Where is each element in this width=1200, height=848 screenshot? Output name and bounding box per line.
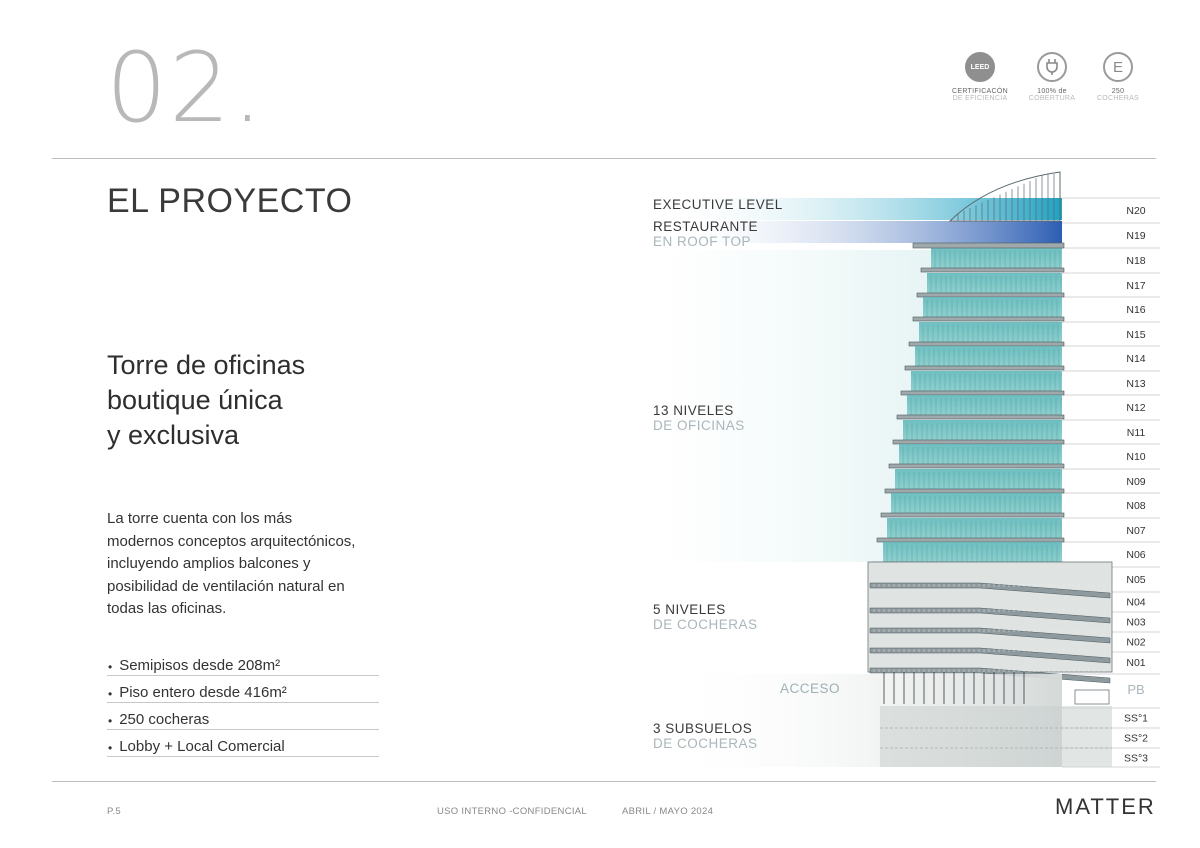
badge-line1: 100% de: [1037, 88, 1067, 95]
section-number: 02.: [106, 32, 265, 144]
bullet-icon: •: [108, 660, 113, 674]
description-line: todas las oficinas.: [107, 600, 227, 617]
label-restaurant-sub: EN ROOF TOP: [653, 234, 752, 249]
level-label: N15: [1126, 329, 1146, 341]
level-label: N10: [1126, 451, 1146, 463]
badge-line1: CERTIFICACÓN: [952, 88, 1008, 95]
level-label: SS°1: [1123, 712, 1149, 725]
level-label: N11: [1126, 427, 1146, 439]
headline-line: boutique única: [107, 385, 283, 415]
description-line: modernos conceptos arquitectónicos,: [107, 532, 356, 550]
feature-text: Lobby + Local Comercial: [119, 738, 285, 755]
level-label: SS°3: [1123, 752, 1149, 765]
headline-line: y exclusiva: [107, 420, 240, 450]
level-label: N03: [1126, 616, 1146, 629]
floor-slab: [889, 464, 1064, 468]
confidential-note: USO INTERNO -CONFIDENCIAL: [437, 806, 588, 817]
level-label: N06: [1126, 549, 1146, 561]
label-parking-sub: DE COCHERAS: [653, 617, 758, 632]
badge-line2: COCHERAS: [1096, 95, 1140, 102]
level-label: SS°2: [1123, 732, 1149, 745]
level-label: N19: [1126, 230, 1146, 242]
label-restaurant: RESTAURANTE: [653, 219, 759, 234]
bullet-icon: •: [108, 714, 113, 728]
feature-text: 250 cocheras: [119, 711, 210, 728]
page-number: P.5: [107, 806, 121, 817]
level-label: N12: [1126, 402, 1146, 414]
page-title: EL PROYECTO: [107, 182, 353, 220]
level-label: N07: [1126, 525, 1146, 537]
label-access: ACCESO: [780, 681, 841, 696]
level-label: PB: [1127, 682, 1145, 697]
floor-slab: [881, 513, 1064, 517]
floor-slab: [909, 342, 1064, 346]
floor-slab: [921, 268, 1064, 272]
badge-line2: DE EFICIENCIA: [952, 95, 1008, 102]
level-label: N05: [1126, 574, 1146, 586]
retail-canopy: [1075, 690, 1109, 704]
floor-slab: [913, 317, 1064, 321]
label-executive: EXECUTIVE LEVEL: [653, 197, 783, 212]
headline-line: Torre de oficinas: [107, 350, 306, 380]
description-line: incluyendo amplios balcones y: [107, 555, 311, 572]
bottom-divider: [52, 781, 1156, 782]
level-label: N01: [1126, 657, 1146, 669]
floor-slab: [877, 538, 1064, 542]
level-label: N04: [1126, 596, 1146, 609]
floor-slab: [917, 293, 1064, 297]
level-label: N18: [1126, 255, 1146, 267]
level-label: N09: [1126, 476, 1146, 488]
level-label: N17: [1126, 280, 1146, 292]
label-parking: 5 NIVELES: [653, 602, 726, 617]
floor-slab: [901, 391, 1064, 395]
bullet-icon: •: [108, 687, 113, 701]
floor-slab: [885, 489, 1064, 493]
bullet-icon: •: [108, 741, 113, 755]
level-label: N08: [1126, 500, 1146, 512]
badge-line1: 250: [1111, 88, 1125, 95]
label-basement: 3 SUBSUELOS: [653, 721, 753, 736]
feature-text: Semipisos desde 208m²: [119, 657, 281, 674]
floor-slab: [897, 415, 1064, 419]
floor-slab: [913, 243, 1064, 248]
level-label: N14: [1126, 353, 1146, 365]
matter-logo: MATTER: [1055, 794, 1156, 819]
feature-text: Piso entero desde 416m²: [119, 684, 287, 701]
level-label: N13: [1126, 378, 1146, 390]
label-offices: 13 NIVELES: [653, 403, 734, 418]
floor-slab: [893, 440, 1064, 444]
floor-slab: [905, 366, 1064, 370]
date-label: ABRIL / MAYO 2024: [622, 806, 714, 817]
level-label: N20: [1126, 205, 1146, 217]
description-line: posibilidad de ventilación natural en: [107, 577, 345, 595]
basement-block: [880, 706, 1112, 767]
parking-e-icon: E: [1103, 52, 1133, 82]
leed-icon: LEED: [965, 52, 995, 82]
label-offices-sub: DE OFICINAS: [653, 418, 745, 433]
badge-line2: COBERTURA: [1028, 95, 1076, 102]
label-basement-sub: DE COCHERAS: [653, 736, 758, 751]
level-label: N16: [1126, 304, 1146, 316]
description-line: La torre cuenta con los más: [107, 510, 293, 527]
level-label: N02: [1126, 636, 1146, 649]
ground-band: [660, 674, 1062, 706]
